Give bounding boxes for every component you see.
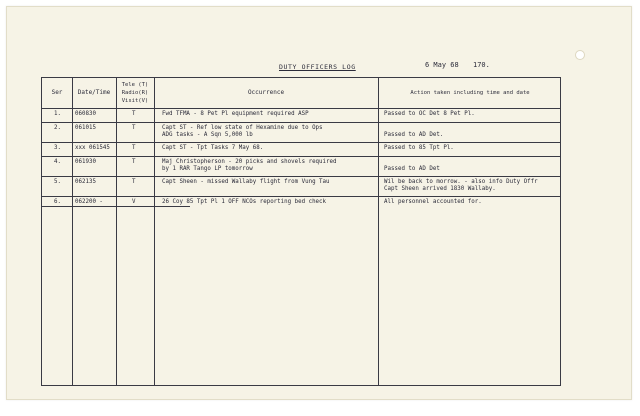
log-date: 6 May 68 [425,61,459,69]
row-occurrence: Capt ST - Tpt Tasks 7 May 68. [162,145,264,151]
row-action: Passed to AD Det. [384,132,444,138]
row-method: T [132,159,136,165]
row-date-time: 061015 [75,125,96,131]
row-action: Capt Sheen arrived 1830 Wallaby. [384,186,496,192]
row-date-time: 062200 - [75,199,103,205]
row-ser: 3. [54,145,61,151]
log-title: DUTY OFFICERS LOG [279,63,356,71]
row-occurrence: ADG tasks - A Sqn 5,000 lb [162,132,253,138]
row-occurrence: Fwd TFMA - 8 Pet Pl equipment required ASP [162,111,309,117]
header-occurrence: Occurrence [247,89,285,96]
log-page-number: 170. [473,61,490,69]
row-occurrence: by 1 RAR Tango LP tomorrow [162,166,253,172]
row-ser: 1. [54,111,61,117]
header-divider [42,108,560,109]
header-visit: Visit(V) [121,98,149,104]
row-occurrence: 26 Coy 85 Tpt Pl 1 OFF NCOs reporting bed check [162,199,327,205]
row-divider [42,206,190,207]
row-ser: 4. [54,159,61,165]
row-divider [42,156,560,157]
column-divider [116,78,117,385]
row-divider [42,176,560,177]
row-occurrence: Capt Sheen - missed Wallaby flight from Vung Tau [162,179,330,185]
row-method: T [132,145,136,151]
row-divider [42,142,560,143]
row-divider [42,196,560,197]
row-ser: 6. [54,199,61,205]
row-action: Wil be back to morrow. - also info Duty Offr [384,179,538,185]
row-method: T [132,111,136,117]
row-date-time: xxx 061545 [75,145,110,151]
row-method: V [132,199,136,205]
row-method: T [132,179,136,185]
row-occurrence: Maj Christopherson - 20 picks and shovels required [162,159,337,165]
header-date-time: Date/Time [77,89,111,96]
column-divider [72,78,73,385]
row-occurrence: Capt ST - Ref low state of Hexamine due to Ops [162,125,323,131]
row-ser: 2. [54,125,61,131]
row-date-time: 062135 [75,179,96,185]
column-divider [378,78,379,385]
row-ser: 5. [54,179,61,185]
punch-hole [575,50,585,60]
header-ser: Ser [51,89,63,96]
row-action: Passed to 85 Tpt Pl. [384,145,454,151]
header-radio: Radio(R) [121,90,149,96]
header-action: Action taken including time and date [410,90,530,96]
row-method: T [132,125,136,131]
row-action: All personnel accounted for. [384,199,482,205]
row-divider [42,122,560,123]
log-sheet [6,6,632,400]
header-tele: Tele (T) [121,82,149,88]
row-action: Passed to OC Det 8 Pet Pl. [384,111,475,117]
row-date-time: 061930 [75,159,96,165]
column-divider [154,78,155,385]
row-action: Passed to AD Det [384,166,440,172]
row-date-time: 060830 [75,111,96,117]
log-table [41,77,561,386]
header-method [116,78,154,108]
